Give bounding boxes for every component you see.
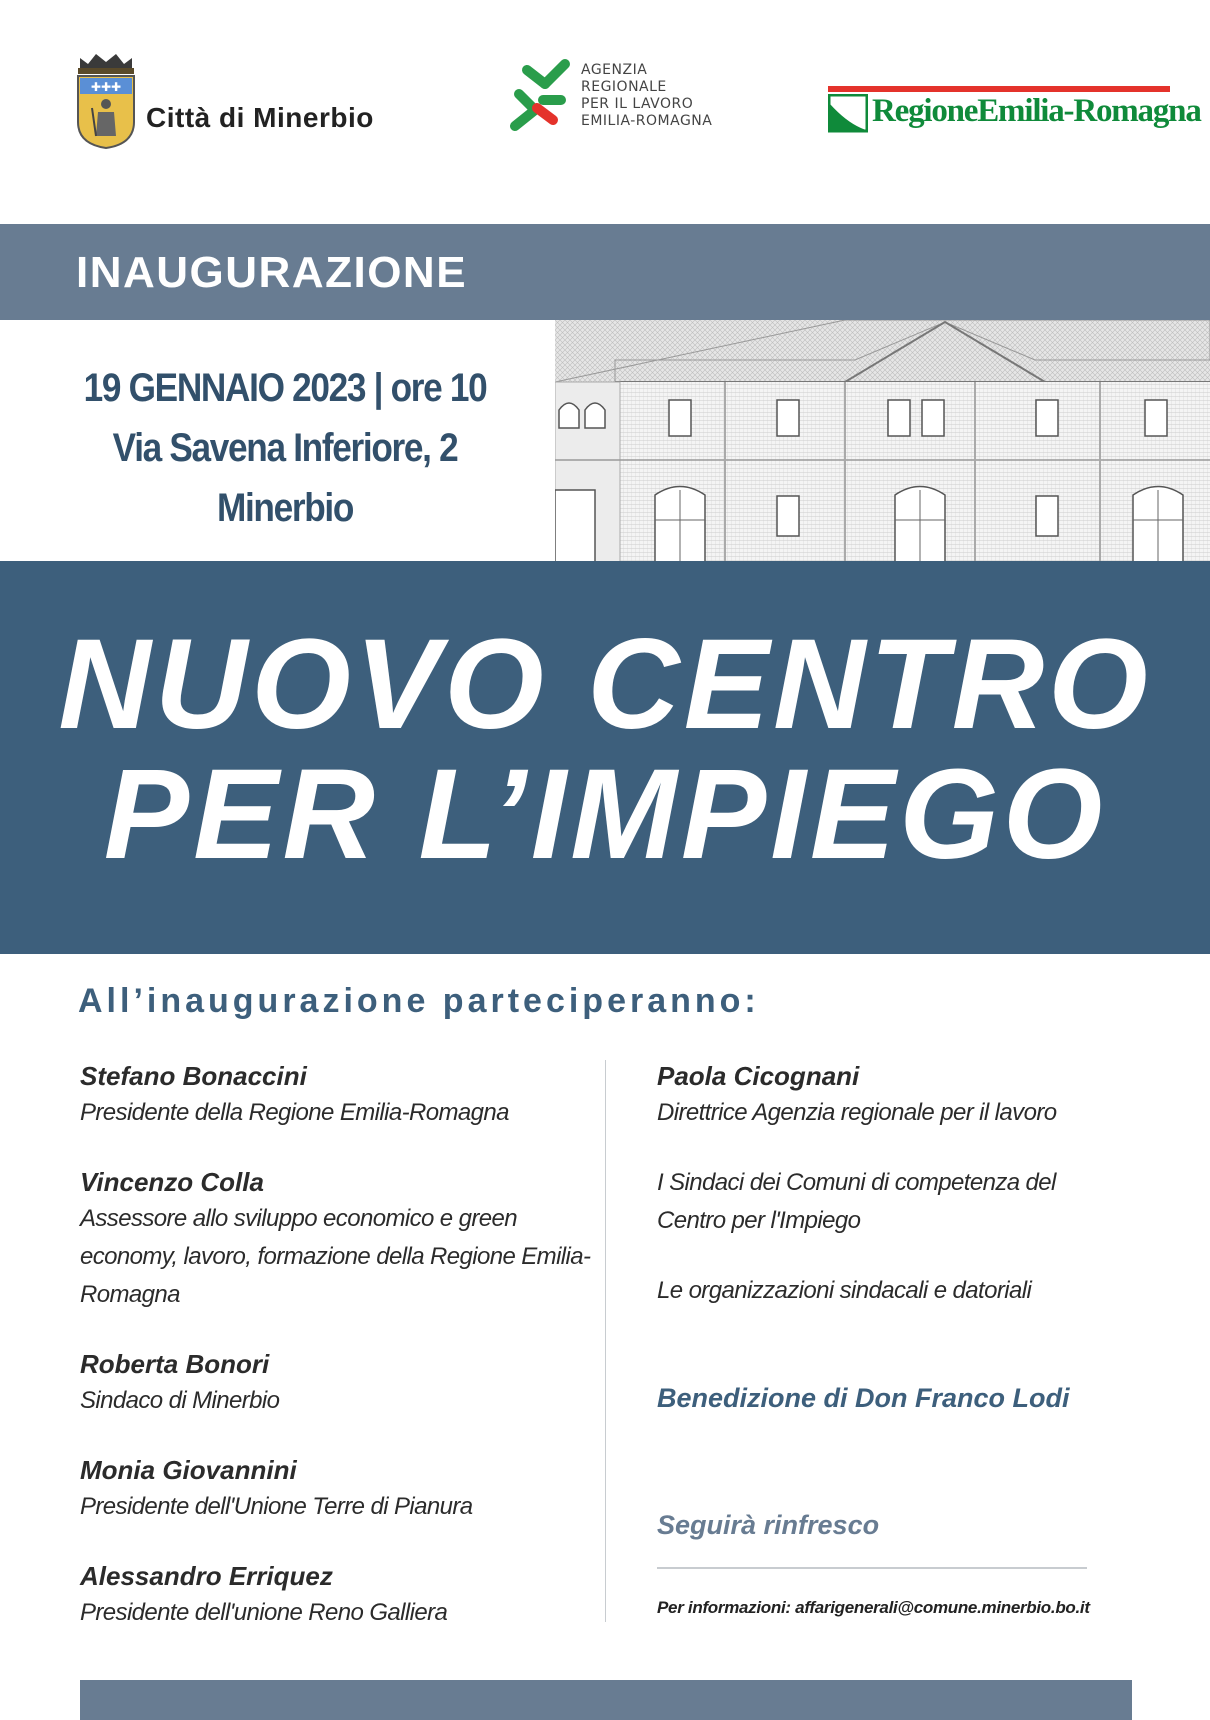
- agenzia-line: AGENZIA: [581, 62, 648, 78]
- sindaci-text: I Sindaci dei Comuni di competenza del Centro per l'Impiego: [657, 1169, 1056, 1234]
- participant-group: [657, 1164, 1127, 1240]
- participant-role: Presidente della Regione Emilia-Romagna: [80, 1099, 509, 1126]
- participant-role: Presidente dell'unione Reno Galliera: [80, 1599, 448, 1626]
- inaugurazione-band: [0, 224, 1210, 320]
- participant-role: Sindaco di Minerbio: [80, 1387, 280, 1414]
- participant-name: Vincenzo Colla: [80, 1167, 264, 1197]
- minerbio-logo-text: Città di Minerbio: [146, 102, 374, 133]
- participant-name: Paola Cicognani: [657, 1061, 860, 1091]
- footer-bar: [80, 1680, 1132, 1720]
- participant-name: Monia Giovannini: [80, 1455, 297, 1485]
- benedizione-text: Benedizione di Don Franco Lodi: [657, 1383, 1070, 1413]
- info-divider: [657, 1567, 1087, 1569]
- building-drawing: [555, 320, 1210, 562]
- participants-left-column: [80, 1058, 600, 1664]
- rinfresco-text: Seguirà rinfresco: [657, 1510, 880, 1540]
- regione-flag-icon: [828, 94, 868, 134]
- participant-role: Assessore allo sviluppo economico e green economy, lavoro, formazione della Regione Emilia-Romagna: [80, 1205, 591, 1308]
- regione-logo-text: RegioneEmilia-Romagna: [872, 93, 1201, 129]
- regione-emilia-romagna-logo: [828, 86, 1201, 142]
- participant-group: [657, 1272, 1127, 1310]
- event-city: Minerbio: [216, 486, 354, 530]
- minerbio-coat-of-arms-icon: [74, 52, 138, 150]
- inaugurazione-label: INAUGURAZIONE: [76, 248, 468, 297]
- agenzia-lavoro-logo: [505, 56, 735, 146]
- title-line-2: PER L’IMPIEGO: [103, 743, 1107, 886]
- participant-role: Direttrice Agenzia regionale per il lavoro: [657, 1099, 1057, 1126]
- regione-red-line: [828, 86, 1170, 92]
- participant: [80, 1164, 600, 1314]
- title-line-1: NUOVO CENTRO: [58, 613, 1152, 756]
- participant: [657, 1058, 1127, 1132]
- event-address: Via Savena Inferiore, 2: [112, 426, 458, 470]
- agenzia-runner-icon: [505, 56, 575, 136]
- participants-right-column: [657, 1058, 1127, 1342]
- building-facade-illustration: [555, 320, 1210, 562]
- organizzazioni-text: Le organizzazioni sindacali e datoriali: [657, 1277, 1032, 1304]
- svg-text:✚✚✚: ✚✚✚: [90, 80, 122, 94]
- minerbio-logo: [74, 52, 434, 152]
- participant: [80, 1058, 600, 1132]
- participants-heading: All’inaugurazione parteciperanno:: [78, 982, 760, 1020]
- event-info: [30, 358, 540, 538]
- column-divider: [605, 1060, 606, 1622]
- participant-role: Presidente dell'Unione Terre di Pianura: [80, 1493, 473, 1520]
- participant: [80, 1346, 600, 1420]
- agenzia-line: REGIONALE: [581, 79, 667, 95]
- participant-name: Stefano Bonaccini: [80, 1061, 307, 1091]
- agenzia-logo-text: [581, 62, 712, 130]
- title-block: [0, 561, 1210, 954]
- participant-name: Alessandro Erriquez: [80, 1561, 333, 1591]
- participant: [80, 1558, 600, 1632]
- agenzia-line: EMILIA-ROMAGNA: [581, 113, 713, 129]
- participant: [80, 1452, 600, 1526]
- event-date-time: 19 GENNAIO 2023 | ore 10: [83, 366, 487, 410]
- participant-name: Roberta Bonori: [80, 1349, 270, 1379]
- agenzia-line: PER IL LAVORO: [581, 96, 694, 112]
- contact-info: Per informazioni: affarigenerali@comune.minerbio.bo.it: [657, 1598, 1090, 1617]
